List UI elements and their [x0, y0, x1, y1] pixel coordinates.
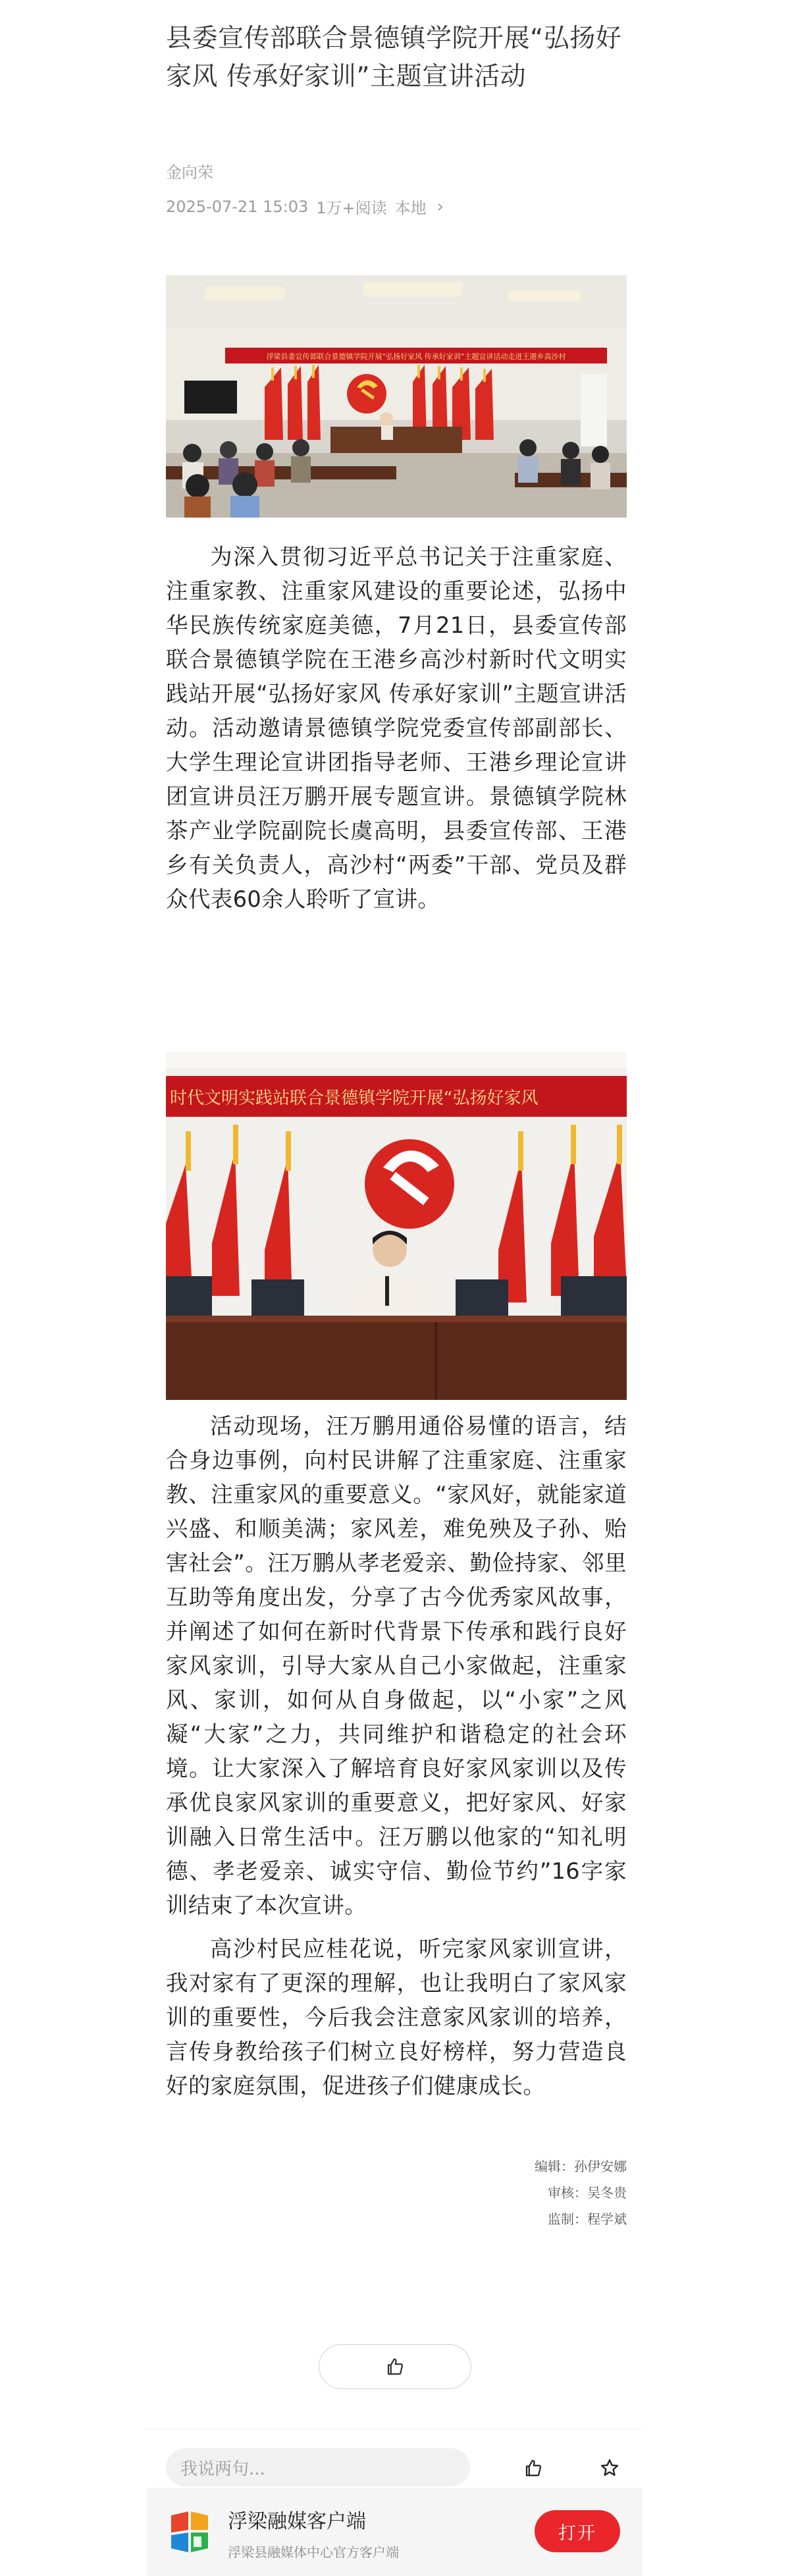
app-name: 浮梁融媒客户端: [228, 2510, 366, 2533]
paragraph-2: 活动现场，汪万鹏用通俗易懂的语言，结合身边事例，向村民讲解了注重家庭、注重家教、注重家风的重要意义。“家风好，就能家道兴盛、和顺美满；家风差，难免殃及子孙、贻害社会”。汪万鹏从孝老爱亲、勤俭持家、邻里互助等角度出发，分享了古今优秀家风故事，并阐述了如何在新时代背景下传承和践行良好家风家训，引导大家从自己小家做起，注重家风、家训，如何从自身做起，以“小家”之风凝“大家”之力，共同维护和谐稳定的社会环境。让大家深入了解培育良好家风家训以及传承优良家风家训的重要意义，把好家风、好家训融入日常生活中。汪万鹏以他家的“知礼明德、孝老爱亲、诚实守信、勤俭节约”16字家训结束了本次宣讲。: [166, 1413, 627, 1918]
divider: [147, 2428, 643, 2429]
like-button[interactable]: [521, 2456, 545, 2480]
article-title: 县委宣传部联合景德镇学院开展“弘扬好家风 传承好家训”主题宣讲活动: [166, 24, 622, 92]
photo2-banner-text: 时代文明实践站联合景德镇学院开展“弘扬好家风: [170, 1088, 539, 1108]
credit-editor: 编辑：孙伊安娜: [535, 2159, 627, 2174]
author-name[interactable]: 金向荣: [166, 163, 213, 182]
credit-reviewer: 审核：吴冬贵: [548, 2185, 627, 2201]
credit-supervisor: 监制：程学斌: [548, 2211, 627, 2227]
article-credits: [429, 2153, 627, 2232]
paragraph-1: 为深入贯彻习近平总书记关于注重家庭、注重家教、注重家风建设的重要论述，弘扬中华民族传统家庭美德，7月21日，县委宣传部联合景德镇学院在王港乡高沙村新时代文明实践站开展“弘扬好家风 传承好家训”主题宣讲活动。活动邀请景德镇学院党委宣传部副部长、大学生理论宣讲团指导老师、王港乡理论宣讲团宣讲员汪万鹏开展专题宣讲。景德镇学院林茶产业学院副院长虞高明，县委宣传部、王港乡有关负责人，高沙村“两委”干部、党员及群众代表60余人聆听了宣讲。: [166, 544, 627, 912]
article-photo-speaker: [166, 1052, 627, 1400]
thumbs-up-icon: [385, 2357, 405, 2376]
article-like-button[interactable]: [319, 2344, 471, 2389]
comment-input[interactable]: 我说两句...: [166, 2448, 470, 2486]
star-icon: [599, 2457, 620, 2479]
region-tag[interactable]: 本地: [394, 199, 427, 217]
chevron-right-icon[interactable]: ›: [436, 196, 444, 217]
comment-bar: [166, 2444, 627, 2490]
paragraph-3: 高沙村民应桂花说，听完家风家训宣讲，我对家有了更深的理解，也让我明白了家风家训的重要性，今后我会注意家风家训的培养，言传身教给孩子们树立良好榜样，努力营造良好的家庭氛围，促进孩子们健康成长。: [166, 1936, 627, 2099]
read-count: 1万+阅读: [316, 199, 387, 217]
article-meta: [166, 195, 452, 218]
article-photo-meeting: [166, 275, 627, 518]
thumbs-up-icon: [523, 2458, 543, 2478]
open-app-button[interactable]: 打开: [535, 2510, 620, 2552]
app-logo-icon: [169, 2510, 211, 2554]
app-subtitle: 浮梁县融媒体中心官方客户端: [228, 2544, 399, 2560]
favorite-button[interactable]: [598, 2456, 621, 2480]
app-download-banner: [147, 2488, 643, 2576]
publish-date: 2025-07-21 15:03: [166, 197, 309, 216]
photo1-banner-text: 浮梁县委宣传部联合景德镇学院开展“弘扬好家风 传承好家训”主题宣讲活动走进王港乡高沙村: [266, 352, 566, 361]
